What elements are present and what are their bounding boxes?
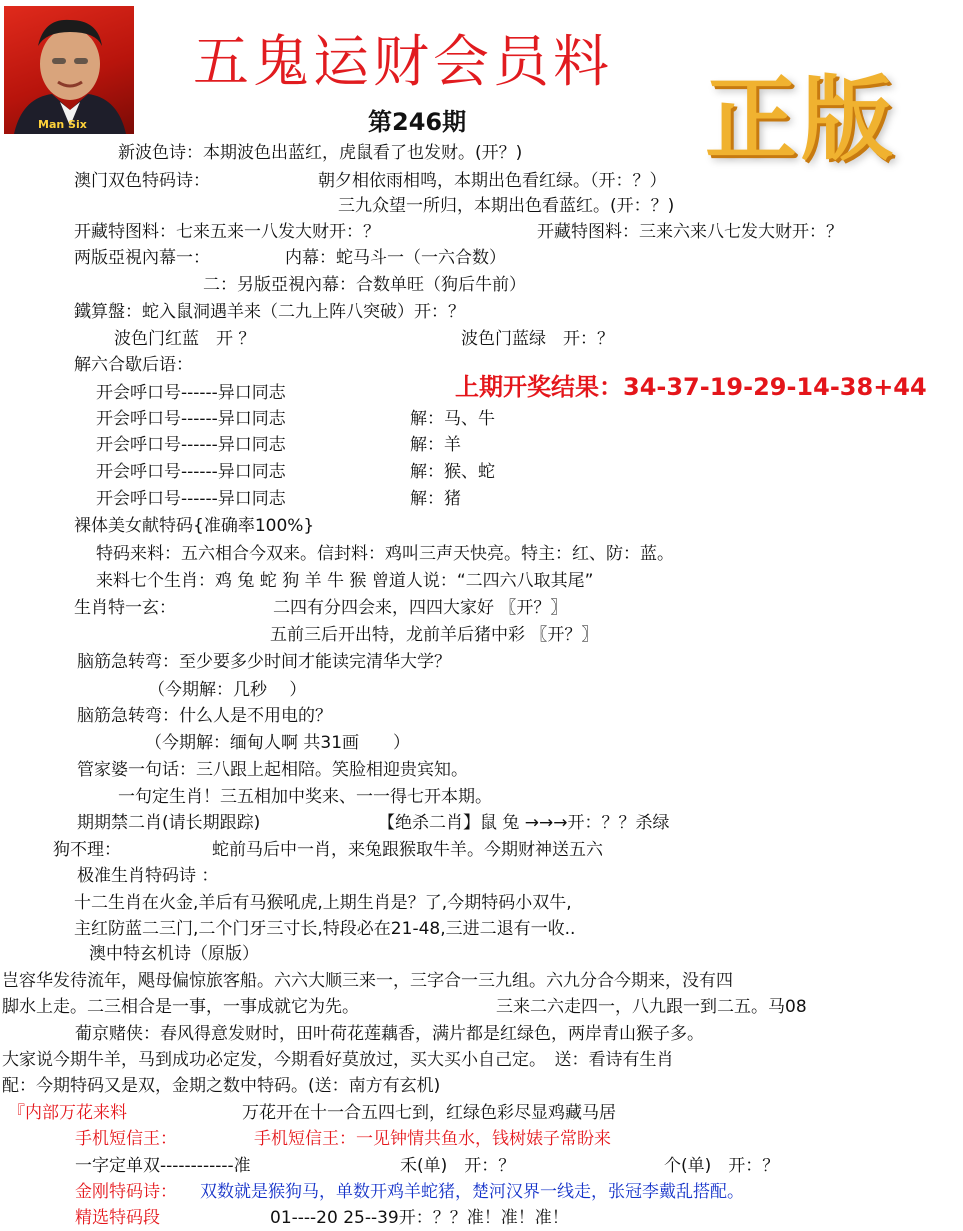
text-line: 脚水上走。二三相合是一事，一事成就它为先。 <box>2 997 359 1017</box>
text-line: 波色门红蓝 开 ？ <box>114 329 256 349</box>
text-line: 三九众望一所归，本期出色看蓝红。(开：？) <box>338 196 675 216</box>
text-line: 开藏特图料：七来五来一八发大财开：？ <box>74 222 380 242</box>
text-line: 01----20 25--39开：？？准！准！准！ <box>270 1208 569 1228</box>
page-title: 五鬼运财会员料 <box>193 30 613 95</box>
text-line: 『内部万花来料 <box>8 1103 127 1123</box>
text-line: 澳中特玄机诗（原版） <box>89 944 259 964</box>
text-line: 禾(单) 开：？ <box>400 1156 516 1176</box>
text-line: 配：今期特码又是双，金期之数中特码。(送：南方有玄机) <box>2 1076 441 1096</box>
text-line: 开藏特图料：三来六来八七发大财开：？ <box>537 222 843 242</box>
text-line: 五前三后开出特，龙前羊后猪中彩 〖开？〗 <box>270 625 599 645</box>
text-line: 金刚特码诗： <box>75 1182 177 1202</box>
text-line: 手机短信王：一见钟情共鱼水，钱树婊子常盼来 <box>254 1129 611 1149</box>
text-line: 波色门蓝绿 开：？ <box>461 329 614 349</box>
text-line: 一句定生肖！三五相加中奖来、一一得七开本期。 <box>118 787 492 807</box>
text-line: 朝夕相依雨相鸣，本期出色看红绿。（开：？） <box>318 171 667 191</box>
text-line: 三来二六走四一，八九跟一到二五。马08 <box>496 997 807 1017</box>
text-line: 二：另版亞視內幕：合数单旺（狗后牛前） <box>203 275 526 295</box>
text-line: 极准生肖特码诗 ： <box>77 866 219 886</box>
text-line: （今期解：缅甸人啊 共31画 ） <box>145 733 411 753</box>
text-line: 解：猪 <box>410 489 461 509</box>
text-line: 特码来料：五六相合今双来。信封料：鸡叫三声天快亮。特主：红、防：蓝。 <box>96 544 674 564</box>
text-line: 管家婆一句话：三八跟上起相陪。笑脸相迎贵宾知。 <box>77 760 468 780</box>
text-line: 生肖特一玄： <box>74 598 176 618</box>
text-line: 脑筋急转弯：什么人是不用电的？ <box>77 706 332 726</box>
text-line: 开会呼口号------异口同志 <box>96 383 286 403</box>
text-line: 手机短信王： <box>75 1129 177 1149</box>
text-line: 期期禁二肖(请长期跟踪) <box>77 813 261 833</box>
photo-caption: Man Six <box>38 118 87 131</box>
text-line: 个(单) 开：？ <box>664 1156 780 1176</box>
issue-number: 第246期 <box>368 108 467 136</box>
text-line: 两版亞視內幕一： <box>74 248 210 268</box>
text-line: 万花开在十一合五四七到，红绿色彩尽显鸡藏马居 <box>242 1103 616 1123</box>
text-line: 岂容华发待流年，飓母偏惊旅客船。六六大顺三来一，三字合一三九组。六九分合今期来，没有四 <box>2 971 733 991</box>
text-line: （今期解：几秒 ） <box>148 680 307 700</box>
text-line: 双数就是猴狗马，单数开鸡羊蛇猪，楚河汉界一线走，张冠李戴乱搭配。 <box>200 1182 744 1202</box>
text-line: 开会呼口号------异口同志 <box>96 462 286 482</box>
text-line: 十二生肖在火金,羊后有马猴吼虎,上期生肖是？了,今期特码小双牛, <box>74 893 572 913</box>
last-result: 上期开奖结果：34-37-19-29-14-38+44 <box>455 373 927 401</box>
text-line: 主红防蓝二三门,二个门牙三寸长,特段必在21-48,三进二退有一收.. <box>74 919 576 939</box>
text-line: 裸体美女献特码{准确率100%} <box>74 516 315 536</box>
text-line: 狗不理： <box>53 840 121 860</box>
text-line: 精选特码段 <box>75 1208 160 1228</box>
text-line: 大家说今期牛羊，马到成功必定发，今期看好莫放过，买大买小自己定。 送：看诗有生肖 <box>2 1050 674 1070</box>
text-line: 解：猴、蛇 <box>410 462 495 482</box>
text-line: 解六合歇后语： <box>74 355 193 375</box>
text-line: 【绝杀二肖】鼠 兔 →→→开：？？杀绿 <box>378 813 670 833</box>
host-photo <box>4 6 134 134</box>
text-line: 来料七个生肖：鸡 兔 蛇 狗 羊 牛 猴 曾道人说：“二四六八取其尾” <box>96 571 594 591</box>
text-line: 新波色诗：本期波色出蓝红，虎鼠看了也发财。(开？) <box>118 143 523 163</box>
text-line: 脑筋急转弯：至少要多少时间才能读完清华大学？ <box>77 652 451 672</box>
text-line: 开会呼口号------异口同志 <box>96 489 286 509</box>
text-line: 解：羊 <box>410 435 461 455</box>
text-line: 澳门双色特码诗： <box>74 171 210 191</box>
text-line: 内幕：蛇马斗一（一六合数） <box>285 248 506 268</box>
text-line: 鐵算盤：蛇入鼠洞遇羊来（二九上阵八突破）开：？ <box>74 302 465 322</box>
text-line: 葡京赌侠：春风得意发财时，田叶荷花莲藕香，满片都是红绿色，两岸青山猴子多。 <box>75 1024 704 1044</box>
text-line: 解：马、牛 <box>410 409 495 429</box>
text-line: 开会呼口号------异口同志 <box>96 435 286 455</box>
text-line: 二四有分四会来，四四大家好 〖开？〗 <box>273 598 568 618</box>
text-line: 蛇前马后中一肖，来兔跟猴取牛羊。今期财神送五六 <box>212 840 603 860</box>
text-line: 一字定单双------------准 <box>75 1156 251 1176</box>
text-line: 开会呼口号------异口同志 <box>96 409 286 429</box>
authentic-stamp: 正版 <box>705 66 898 173</box>
